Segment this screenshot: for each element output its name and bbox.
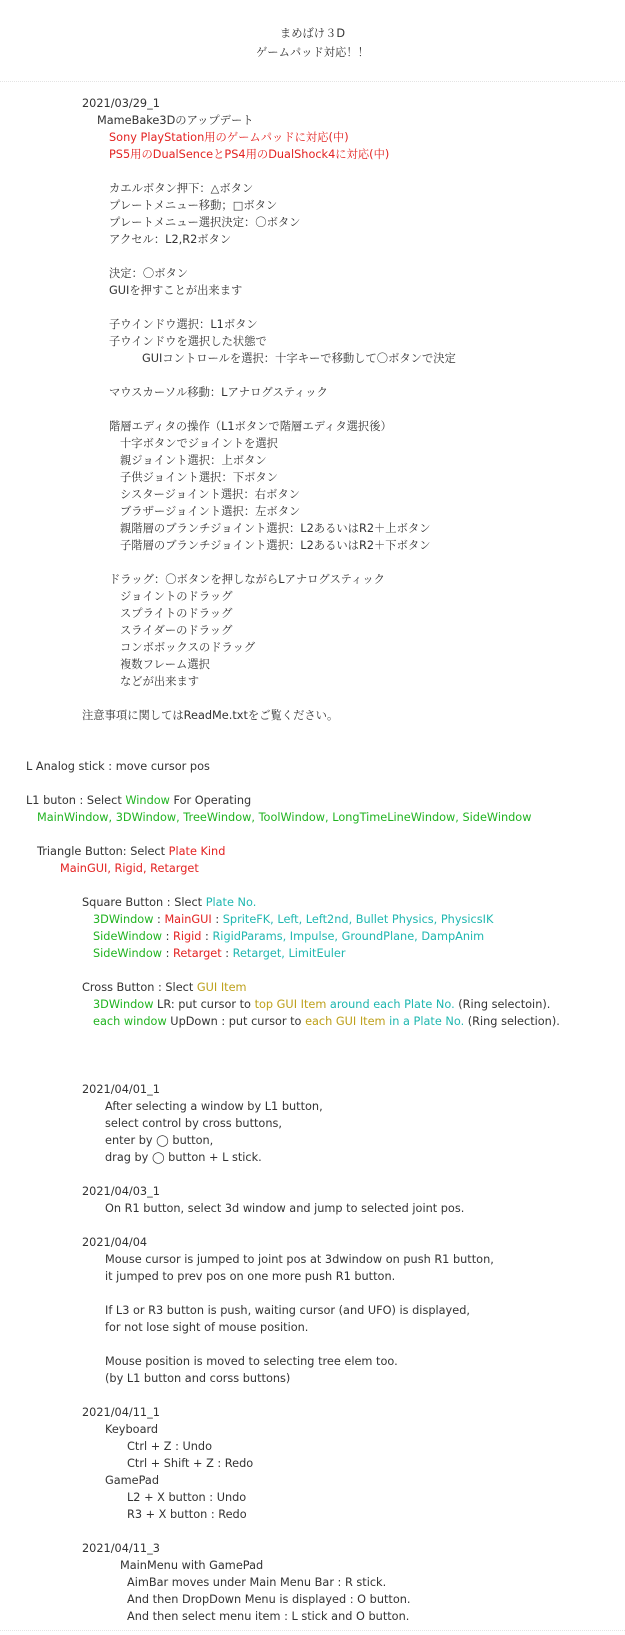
text-segment: Square Button : Slect	[82, 896, 206, 909]
text-line	[109, 215, 300, 230]
text-segment: 子供ジョイント選択：下ボタン	[120, 471, 278, 484]
text-segment: 親階層のブランチジョイント選択：L2あるいはR2＋上ボタン	[120, 522, 431, 535]
text-line	[127, 1609, 409, 1624]
text-segment: GUI Item	[196, 981, 247, 994]
text-line	[127, 1592, 411, 1607]
text-line	[105, 1473, 159, 1488]
text-segment: GUIコントロールを選択：十字キーで移動して〇ボタンで決定	[142, 352, 456, 365]
text-segment: コンボボックスのドラッグ	[120, 641, 256, 654]
text-segment: Rigid	[172, 930, 202, 943]
text-segment: (Ring selection).	[464, 1015, 560, 1028]
text-segment: ドラッグ：〇ボタンを押しながらLアナログスティック	[109, 573, 385, 586]
text-segment: Mouse position is moved to selecting tree elem too.	[105, 1355, 398, 1368]
text-line	[93, 929, 484, 944]
text-line	[127, 1575, 386, 1590]
footer-divider	[0, 1630, 625, 1631]
text-line	[120, 589, 233, 604]
text-segment: Plate Kind	[168, 845, 226, 858]
text-segment: for not lose sight of mouse position.	[105, 1321, 309, 1334]
text-line	[127, 1456, 253, 1471]
text-line	[105, 1150, 262, 1165]
text-segment: 2021/04/03_1	[82, 1185, 160, 1198]
text-segment: And then DropDown Menu is displayed : O button.	[127, 1593, 411, 1606]
text-segment: L1 buton : Select	[26, 794, 126, 807]
text-segment: ジョイントのドラッグ	[120, 590, 233, 603]
text-line	[82, 1235, 147, 1250]
text-line	[120, 453, 267, 468]
text-segment: 2021/04/11_3	[82, 1542, 160, 1555]
text-line	[82, 980, 247, 995]
text-line	[105, 1133, 213, 1148]
text-line	[109, 198, 277, 213]
text-line	[109, 419, 392, 434]
text-segment: :	[153, 913, 165, 926]
text-line	[109, 147, 389, 162]
text-segment: Retarget, LimitEuler	[232, 947, 346, 960]
text-segment: 親ジョイント選択：上ボタン	[120, 454, 267, 467]
text-segment: Plate No.	[205, 896, 257, 909]
text-line	[120, 674, 199, 689]
text-line	[109, 266, 188, 281]
text-segment: 2021/03/29_1	[82, 97, 160, 110]
text-segment: スライダーのドラッグ	[120, 624, 233, 637]
text-segment: PS5用のDualSenceとPS4用のDualShock4に対応(中)	[109, 148, 390, 161]
text-segment: RigidParams, Impulse, GroundPlane, DampAnim	[212, 930, 485, 943]
text-line	[142, 351, 456, 366]
text-segment: 十字ボタンでジョイントを選択	[120, 437, 278, 450]
text-line	[105, 1201, 464, 1216]
text-segment: SideWindow	[93, 947, 162, 960]
text-segment: After selecting a window by L1 button,	[105, 1100, 323, 1113]
text-line	[82, 1184, 160, 1199]
text-line	[120, 521, 431, 536]
text-line	[120, 470, 278, 485]
text-segment: 階層エディタの操作（L1ボタンで階層エディタ選択後）	[109, 420, 392, 433]
text-segment: プレートメニュー移動；□ボタン	[109, 199, 278, 212]
text-segment: enter by ◯ button,	[105, 1134, 214, 1147]
text-line	[120, 1558, 263, 1573]
text-line	[105, 1422, 158, 1437]
text-segment: top GUI Item	[254, 998, 327, 1011]
text-line	[82, 1405, 160, 1420]
text-line	[105, 1099, 323, 1114]
text-line	[120, 504, 300, 519]
text-line	[26, 793, 251, 808]
text-line	[97, 113, 254, 128]
text-segment: each window	[93, 1015, 167, 1028]
text-segment: 3DWindow	[93, 913, 154, 926]
text-segment: On R1 button, select 3d window and jump to selected joint pos.	[105, 1202, 465, 1215]
text-segment: MainGUI, Rigid, Retarget	[60, 862, 199, 875]
text-segment: Sony PlayStation用のゲームパッドに対応(中)	[109, 131, 349, 144]
text-segment: カエルボタン押下：△ボタン	[109, 182, 254, 195]
text-line	[82, 895, 256, 910]
text-segment: Triangle Button: Select	[37, 845, 169, 858]
text-line	[105, 1320, 308, 1335]
text-segment: For Operating	[169, 794, 252, 807]
text-line	[127, 1439, 212, 1454]
text-line	[37, 844, 225, 859]
text-line	[82, 1541, 160, 1556]
text-line	[109, 283, 242, 298]
text-segment: MameBake3Dのアップデート	[97, 114, 254, 127]
text-line	[82, 96, 160, 111]
text-segment: Ctrl + Shift + Z : Redo	[127, 1457, 254, 1470]
text-line	[120, 487, 300, 502]
text-line	[93, 997, 550, 1012]
text-line	[109, 317, 258, 332]
text-segment: 3DWindow	[93, 998, 154, 1011]
text-line	[93, 1014, 560, 1029]
header-divider	[0, 81, 625, 82]
text-segment: GamePad	[105, 1474, 160, 1487]
text-line	[120, 606, 232, 621]
text-segment: Keyboard	[105, 1423, 159, 1436]
text-segment: GUIを押すことが出来ます	[109, 284, 243, 297]
text-segment: it jumped to prev pos on one more push R1 button.	[105, 1270, 396, 1283]
text-line	[105, 1116, 282, 1131]
text-line	[105, 1354, 398, 1369]
text-segment: 2021/04/11_1	[82, 1406, 160, 1419]
text-line	[120, 640, 255, 655]
text-segment: If L3 or R3 button is push, waiting cursor (and UFO) is displayed,	[105, 1304, 470, 1317]
text-segment: SpriteFK, Left, Left2nd, Bullet Physics, PhysicsIK	[222, 913, 494, 926]
text-segment: Mouse cursor is jumped to joint pos at 3dwindow on push R1 button,	[105, 1253, 494, 1266]
text-segment: 子ウインドウ選択：L1ボタン	[109, 318, 258, 331]
text-segment: :	[161, 947, 173, 960]
text-segment: MainWindow, 3DWindow, TreeWindow, ToolWindow, LongTimeLineWindow, SideWindow	[37, 811, 532, 824]
text-segment: (Ring selectoin).	[454, 998, 551, 1011]
text-segment: 注意事項に関してはReadMe.txtをご覧ください。	[82, 709, 339, 722]
text-segment: each GUI Item	[305, 1015, 386, 1028]
text-segment: アクセル：L2,R2ボタン	[109, 233, 232, 246]
text-segment: ブラザージョイント選択：左ボタン	[120, 505, 301, 518]
text-segment: などが出来ます	[120, 675, 200, 688]
text-line	[109, 181, 253, 196]
text-line	[26, 759, 210, 774]
text-segment: L2 + X button : Undo	[127, 1491, 247, 1504]
text-line	[120, 623, 232, 638]
text-segment: プレートメニュー選択決定：〇ボタン	[109, 216, 301, 229]
text-line	[82, 708, 338, 723]
text-segment: Cross Button : Slect	[82, 981, 197, 994]
text-segment: 2021/04/04	[82, 1236, 148, 1249]
text-segment: 2021/04/01_1	[82, 1083, 160, 1096]
text-segment: シスタージョイント選択：右ボタン	[120, 488, 300, 501]
text-line	[105, 1269, 395, 1284]
text-segment: 決定：〇ボタン	[109, 267, 189, 280]
text-segment: UpDown : put cursor to	[166, 1015, 306, 1028]
text-segment: L Analog stick : move cursor pos	[26, 760, 210, 773]
page-subtitle: ゲームパッド対応！！	[256, 46, 369, 59]
text-segment: And then select menu item : L stick and O button.	[127, 1610, 410, 1623]
text-segment: SideWindow	[93, 930, 162, 943]
text-segment: :	[201, 930, 213, 943]
text-line	[127, 1490, 246, 1505]
text-line	[93, 946, 345, 961]
text-line	[105, 1371, 290, 1386]
text-segment: マウスカーソル移動：Lアナログスティック	[109, 386, 328, 399]
text-segment: R3 + X button : Redo	[127, 1508, 247, 1521]
text-segment: :	[211, 913, 223, 926]
text-line	[109, 572, 385, 587]
text-segment: :	[161, 930, 173, 943]
text-line	[120, 657, 210, 672]
text-segment: Window	[125, 794, 170, 807]
text-segment: drag by ◯ button + L stick.	[105, 1151, 262, 1164]
text-segment: (by L1 button and corss buttons)	[105, 1372, 291, 1385]
text-segment: 子ウインドウを選択した状態で	[109, 335, 267, 348]
text-line	[37, 810, 531, 825]
text-line	[60, 861, 199, 876]
text-segment: MainGUI	[164, 913, 212, 926]
text-segment: select control by cross buttons,	[105, 1117, 282, 1130]
text-line	[82, 1082, 160, 1097]
text-line	[109, 385, 328, 400]
text-segment: around each Plate No.	[326, 998, 455, 1011]
text-line	[105, 1303, 470, 1318]
text-line	[109, 232, 231, 247]
page-header	[0, 24, 625, 62]
text-line	[105, 1252, 494, 1267]
text-segment: Retarget	[172, 947, 222, 960]
text-segment: LR: put cursor to	[153, 998, 255, 1011]
text-segment: Ctrl + Z : Undo	[127, 1440, 212, 1453]
text-segment: 子階層のブランチジョイント選択：L2あるいはR2＋下ボタン	[120, 539, 431, 552]
text-line	[93, 912, 493, 927]
text-segment: in a Plate No.	[385, 1015, 465, 1028]
text-line	[120, 538, 431, 553]
text-segment: :	[221, 947, 233, 960]
text-segment: MainMenu with GamePad	[120, 1559, 264, 1572]
text-line	[127, 1507, 247, 1522]
page-title: まめばけ３D	[279, 27, 346, 40]
text-line	[109, 334, 267, 349]
text-segment: 複数フレーム選択	[120, 658, 210, 671]
text-line	[120, 436, 278, 451]
text-segment: スプライトのドラッグ	[120, 607, 233, 620]
text-line	[109, 130, 349, 145]
text-segment: AimBar moves under Main Menu Bar : R stick.	[127, 1576, 387, 1589]
